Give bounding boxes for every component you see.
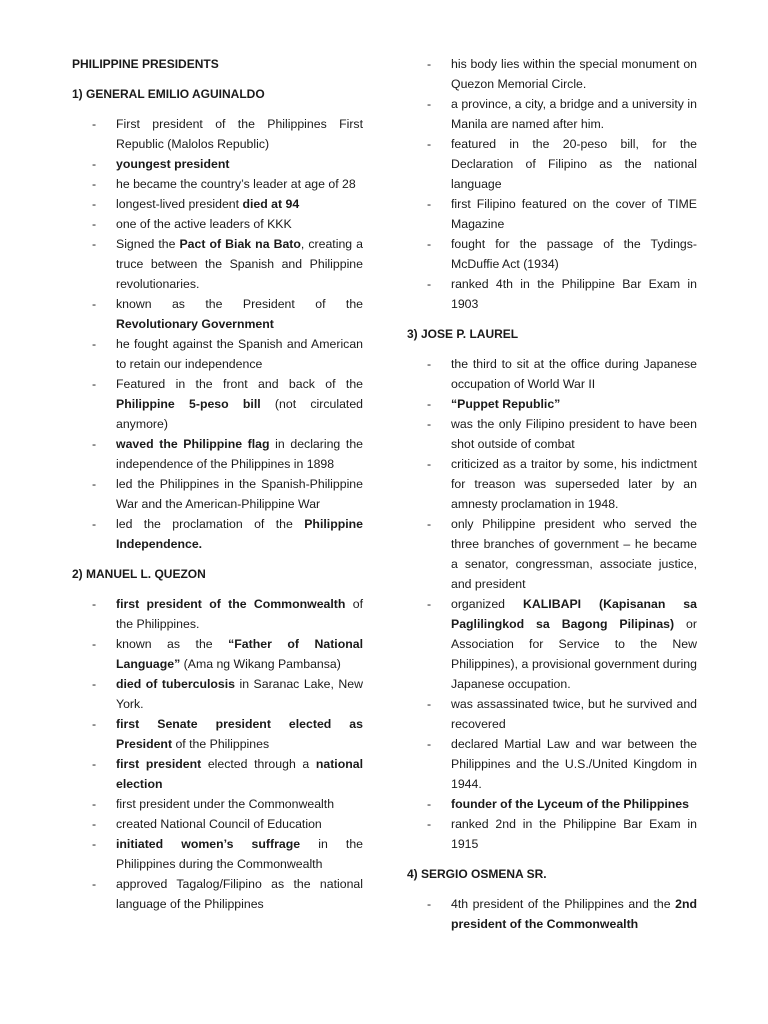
list-item xyxy=(72,794,363,814)
list-item xyxy=(407,234,697,274)
quezon-list-continued xyxy=(407,54,697,314)
bold-text: youngest president xyxy=(116,157,230,171)
list-item xyxy=(72,174,363,194)
right-column xyxy=(407,54,697,944)
list-item xyxy=(407,794,697,814)
list-item xyxy=(72,154,363,174)
list-item xyxy=(72,214,363,234)
list-item xyxy=(72,194,363,214)
text: only Philippine president who served the three branches of government – he became a senator, congressman, associate justice, and president xyxy=(451,517,697,591)
text: his body lies within the special monument on Quezon Memorial Circle. xyxy=(451,57,697,91)
list-item xyxy=(407,394,697,414)
bold-text: Philippine 5-peso bill xyxy=(116,397,261,411)
list-item xyxy=(72,334,363,374)
list-item xyxy=(407,594,697,694)
text: first Filipino featured on the cover of TIME Magazine xyxy=(451,197,697,231)
list-item xyxy=(72,514,363,554)
bold-text: first president of the Commonwealth xyxy=(116,597,346,611)
text: (Ama ng Wikang Pambansa) xyxy=(180,657,341,671)
text: Signed the xyxy=(116,237,180,251)
list-item xyxy=(72,234,363,294)
text: one of the active leaders of KKK xyxy=(116,217,292,231)
text: known as the xyxy=(116,637,229,651)
text: 4th president of the Philippines and the xyxy=(451,897,676,911)
text: elected through a xyxy=(201,757,316,771)
list-item xyxy=(72,814,363,834)
text: was the only Filipino president to have been shot outside of combat xyxy=(451,417,697,451)
section-heading-aguinaldo: 1) GENERAL EMILIO AGUINALDO xyxy=(72,87,265,101)
list-item xyxy=(407,54,697,94)
list-item xyxy=(72,434,363,474)
text: led the proclamation of the xyxy=(116,517,305,531)
bold-text: first president xyxy=(116,757,202,771)
list-item xyxy=(407,894,697,934)
text: known as the President of the xyxy=(116,297,363,311)
list-item xyxy=(72,834,363,874)
text: (not circulated anymore) xyxy=(116,397,364,431)
section-heading-quezon: 2) MANUEL L. QUEZON xyxy=(72,567,206,581)
text: in the Philippines during the Commonwealth xyxy=(116,837,363,871)
bold-text: national election xyxy=(116,757,363,791)
laurel-list xyxy=(407,354,697,854)
list-item xyxy=(72,374,363,434)
bold-text: waved the Philippine flag xyxy=(116,437,270,451)
bold-text: initiated women’s suffrage xyxy=(116,837,301,851)
list-item xyxy=(407,414,697,454)
list-item xyxy=(72,714,363,754)
bold-text: Revolutionary Government xyxy=(116,317,274,331)
text: fought for the passage of the Tydings-McDuffie Act (1934) xyxy=(451,237,697,271)
section-heading-osmena: 4) SERGIO OSMENA SR. xyxy=(407,867,547,881)
text: First president of the Philippines First Republic (Malolos Republic) xyxy=(116,117,363,151)
list-item xyxy=(72,754,363,794)
text: declared Martial Law and war between the Philippines and the U.S./United Kingdom in 1944. xyxy=(451,737,697,791)
list-item xyxy=(72,874,363,914)
list-item xyxy=(407,134,697,194)
text: , creating a truce between the Spanish and Philippine revolutionaries. xyxy=(116,237,364,291)
list-item xyxy=(407,354,697,394)
bold-text: KALIBAPI (Kapisanan sa Paglilingkod sa Bagong Pilipinas) xyxy=(451,597,697,631)
text: the third to sit at the office during Japanese occupation of World War II xyxy=(451,357,697,391)
bold-text: died at 94 xyxy=(242,197,300,211)
section-heading-laurel: 3) JOSE P. LAUREL xyxy=(407,327,519,341)
aguinaldo-list xyxy=(72,114,363,554)
text: a province, a city, a bridge and a university in Manila are named after him. xyxy=(451,97,697,131)
text: ranked 4th in the Philippine Bar Exam in 1903 xyxy=(451,277,697,311)
text: first president under the Commonwealth xyxy=(116,797,335,811)
list-item xyxy=(72,294,363,334)
text: led the Philippines in the Spanish-Philippine War and the American-Philippine War xyxy=(116,477,363,511)
bold-text: founder of the Lyceum of the Philippines xyxy=(451,797,689,811)
text: he fought against the Spanish and American to retain our independence xyxy=(116,337,363,371)
text: was assassinated twice, but he survived and recovered xyxy=(451,697,697,731)
text: in declaring the independence of the Philippines in 1898 xyxy=(116,437,363,471)
text: criticized as a traitor by some, his indictment for treason was superseded later by an amnesty proclamation in 1948. xyxy=(451,457,697,511)
left-column xyxy=(72,54,363,924)
list-item xyxy=(407,194,697,234)
osmena-list xyxy=(407,894,697,934)
text: Featured in the front and back of the xyxy=(116,377,363,391)
text: of the Philippines xyxy=(172,737,270,751)
text: featured in the 20-peso bill, for the Declaration of Filipino as the national language xyxy=(451,137,697,191)
text: created National Council of Education xyxy=(116,817,322,831)
bold-text: first Senate president elected as President xyxy=(116,717,363,751)
bold-text: “Puppet Republic” xyxy=(451,397,561,411)
list-item xyxy=(407,694,697,734)
bold-text: Pact of Biak na Bato xyxy=(179,237,301,251)
text: approved Tagalog/Filipino as the national language of the Philippines xyxy=(116,877,363,911)
list-item xyxy=(72,674,363,714)
bold-text: died of tuberculosis xyxy=(116,677,235,691)
text: he became the country’s leader at age of 28 xyxy=(116,177,356,191)
list-item xyxy=(407,274,697,314)
bold-text: 2nd president of the Commonwealth xyxy=(451,897,697,931)
quezon-list xyxy=(72,594,363,914)
list-item xyxy=(72,634,363,674)
text: ranked 2nd in the Philippine Bar Exam in 1915 xyxy=(451,817,697,851)
list-item xyxy=(407,94,697,134)
list-item xyxy=(407,514,697,594)
text: of the Philippines. xyxy=(116,597,363,631)
list-item xyxy=(72,594,363,634)
text: longest-lived president xyxy=(116,197,243,211)
list-item xyxy=(407,454,697,514)
text: in Saranac Lake, New York. xyxy=(116,677,363,711)
list-item xyxy=(72,114,363,154)
list-item xyxy=(407,734,697,794)
bold-text: Philippine Independence. xyxy=(116,517,363,551)
document-title: PHILIPPINE PRESIDENTS xyxy=(72,57,219,71)
bold-text: “Father of National Language” xyxy=(116,637,363,671)
list-item xyxy=(72,474,363,514)
text: or Association for Service to the New Philippines), a provisional government during Japanese occupation. xyxy=(451,617,697,691)
list-item xyxy=(407,814,697,854)
text: organized xyxy=(451,597,523,611)
